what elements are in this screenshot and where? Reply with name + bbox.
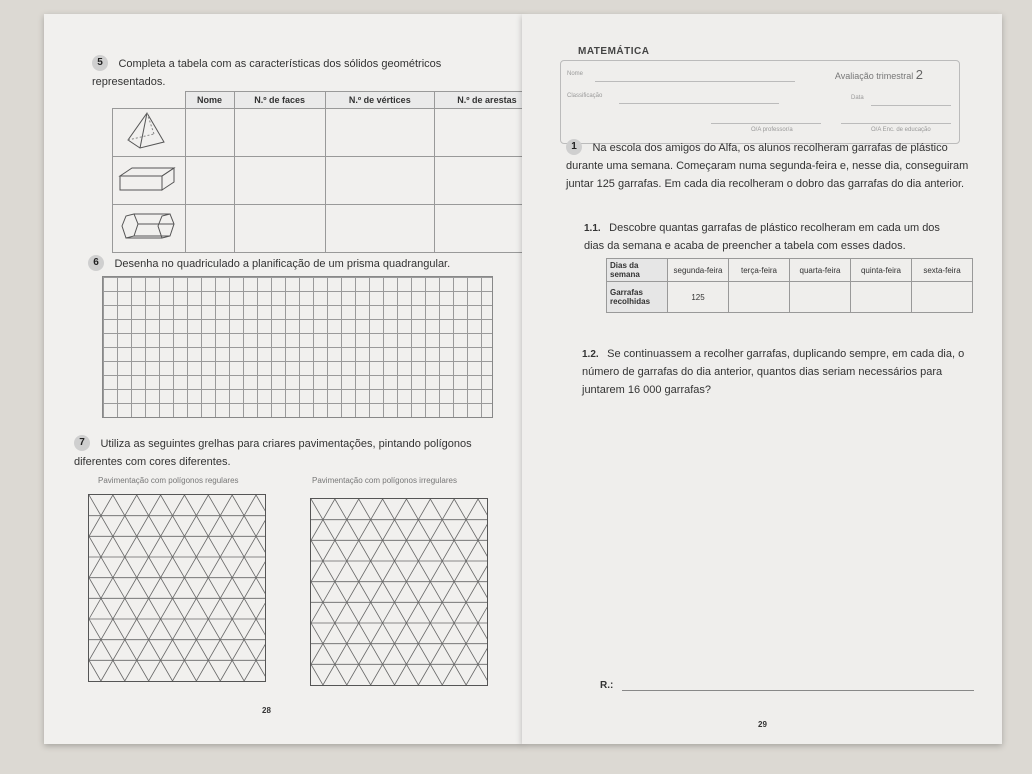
col-header: N.º de vértices xyxy=(325,92,434,109)
bottles-table xyxy=(606,258,973,313)
table-cell[interactable] xyxy=(185,109,234,157)
row-header: Garrafas recolhidas xyxy=(607,282,668,313)
table-cell[interactable] xyxy=(234,157,325,205)
value-cell[interactable] xyxy=(912,282,973,313)
question-number: 5 xyxy=(92,55,108,71)
teacher-signature-field[interactable] xyxy=(711,123,821,124)
question-7 xyxy=(74,434,504,470)
name-field[interactable] xyxy=(595,81,795,82)
page-number: 29 xyxy=(758,720,767,729)
question-text: Completa a tabela com as características dos sólidos geométricos representados. xyxy=(92,58,442,88)
day-cell: quarta-feira xyxy=(790,259,851,282)
table-row xyxy=(113,109,540,157)
col-header: Nome xyxy=(185,92,234,109)
question-1-1 xyxy=(584,218,962,254)
row-header: Dias da semana xyxy=(607,259,668,282)
value-cell[interactable] xyxy=(729,282,790,313)
day-cell: terça-feira xyxy=(729,259,790,282)
hexagonal-prism-drawing xyxy=(113,205,186,253)
table-cell[interactable] xyxy=(325,109,434,157)
table-cell[interactable] xyxy=(185,157,234,205)
date-label: Data xyxy=(851,95,864,101)
table-row xyxy=(113,205,540,253)
grid-left-label: Pavimentação com polígonos regulares xyxy=(98,476,239,485)
guardian-label: O/A Enc. de educação xyxy=(871,127,931,133)
table-cell[interactable] xyxy=(185,205,234,253)
assessment-title: Avaliação trimestral 2 xyxy=(834,67,923,82)
answer-label: R.: xyxy=(600,680,614,691)
classification-field[interactable] xyxy=(619,103,779,104)
question-text: Descobre quantas garrafas de plástico recolheram em cada um dos dias da semana e acaba de preencher a tabela com esses dados. xyxy=(584,222,940,252)
table-row xyxy=(113,157,540,205)
grid-right-label: Pavimentação com polígonos irregulares xyxy=(312,476,457,485)
left-page xyxy=(44,14,523,744)
question-number: 7 xyxy=(74,435,90,451)
triangle-grid-regular[interactable] xyxy=(88,494,266,682)
question-6 xyxy=(88,254,508,272)
question-text: Na escola dos amigos do Alfa, os alunos recolheram garrafas de plástico durante uma semana. Começaram numa segunda-feira e, nesse dia, conseguiram juntar 125 garrafas. Em cada dia recolheram o dobro das garrafas do dia anterior. xyxy=(566,142,969,190)
value-cell[interactable] xyxy=(790,282,851,313)
question-number: 1.2. xyxy=(582,349,599,360)
col-header: N.º de arestas xyxy=(434,92,539,109)
question-5 xyxy=(92,54,492,90)
col-header: N.º de faces xyxy=(234,92,325,109)
value-cell[interactable]: 125 xyxy=(668,282,729,313)
subject-title: MATEMÁTICA xyxy=(578,46,650,57)
assessment-header xyxy=(560,60,960,144)
triangle-grid-irregular[interactable] xyxy=(310,498,488,686)
table-cell[interactable] xyxy=(325,205,434,253)
solids-table xyxy=(112,91,540,253)
value-cell[interactable] xyxy=(851,282,912,313)
page-number: 28 xyxy=(262,706,271,715)
day-cell: segunda-feira xyxy=(668,259,729,282)
question-number: 1.1. xyxy=(584,223,601,234)
day-cell: sexta-feira xyxy=(912,259,973,282)
classification-label: Classificação xyxy=(567,93,603,99)
question-1-2 xyxy=(582,344,968,398)
right-page xyxy=(522,14,1002,744)
name-label: Nome xyxy=(567,71,584,77)
table-cell[interactable] xyxy=(325,157,434,205)
question-text: Utiliza as seguintes grelhas para criares pavimentações, pintando polígonos diferentes com cores diferentes. xyxy=(74,438,472,468)
guardian-signature-field[interactable] xyxy=(841,123,951,124)
table-cell[interactable] xyxy=(234,205,325,253)
question-number: 6 xyxy=(88,255,104,271)
question-text: Se continuassem a recolher garrafas, duplicando sempre, em cada dia, o número de garrafas do dia anterior, quantos dias seriam necessários para juntarem 16 000 garrafas? xyxy=(582,348,965,396)
pyramid-drawing xyxy=(113,109,186,157)
question-1 xyxy=(566,138,970,192)
question-number: 1 xyxy=(566,139,582,155)
answer-line[interactable] xyxy=(622,690,974,691)
question-text: Desenha no quadriculado a planificação de um prisma quadrangular. xyxy=(114,258,451,270)
date-field[interactable] xyxy=(871,105,951,106)
cuboid-drawing xyxy=(113,157,186,205)
teacher-label: O/A professor/a xyxy=(751,127,793,133)
day-cell: quinta-feira xyxy=(851,259,912,282)
table-cell[interactable] xyxy=(234,109,325,157)
square-grid[interactable] xyxy=(102,276,493,418)
